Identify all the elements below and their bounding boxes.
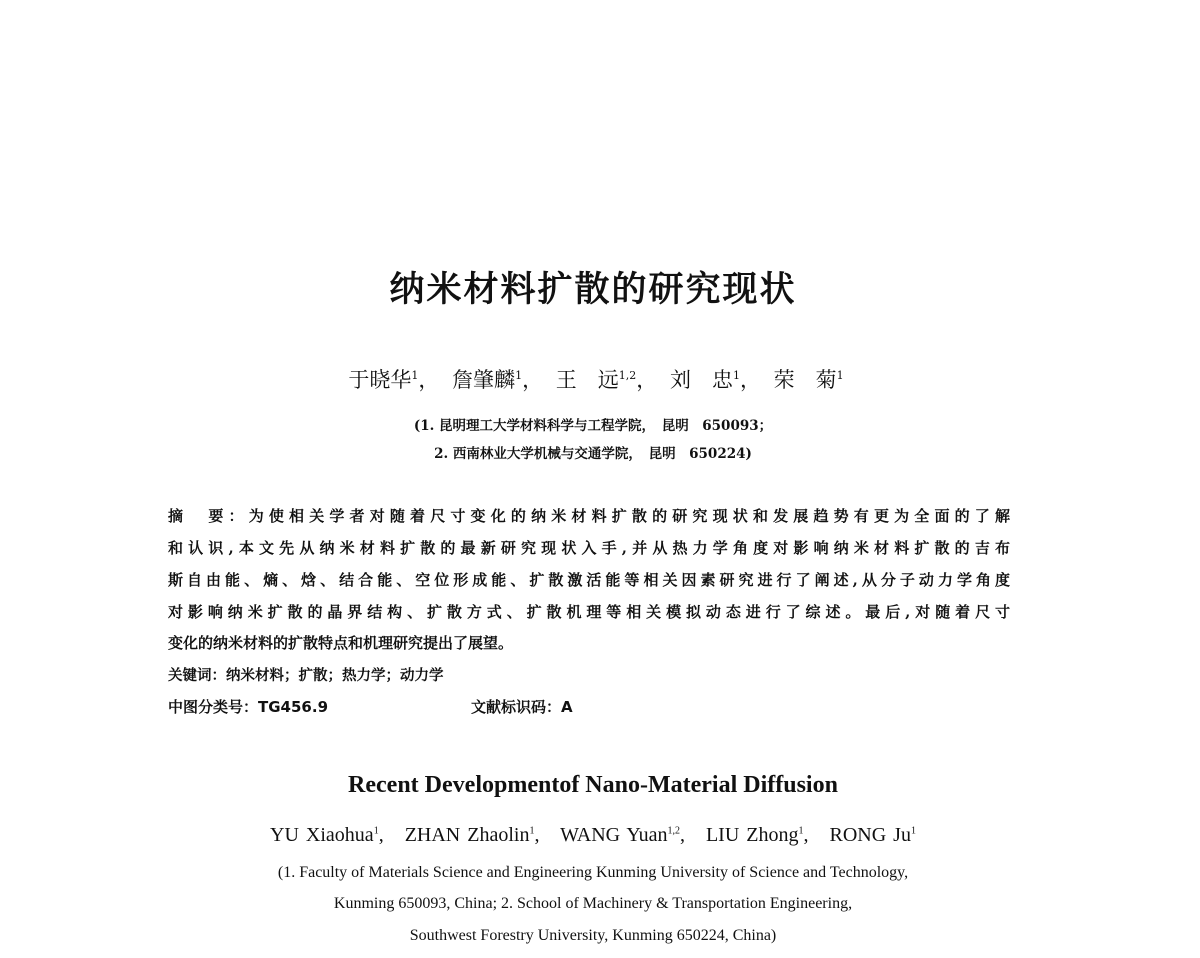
author-list-chinese: 于晓华$^1$， 詹肇麟$^1$， 王 远$^{1,2}$， 刘 忠$^1$， 荣 菊$^1$: [348, 368, 844, 392]
author: 詹肇麟$^1$: [452, 368, 523, 392]
keywords-value: 纳米材料；扩散；热力学；动力学: [226, 667, 444, 684]
affiliation-line: 2. 西南林业大学机械与交通学院， 昆明 650224): [434, 446, 752, 462]
affiliation-line-english: Southwest Forestry University, Kunming 650224, China): [409, 927, 777, 944]
author: 荣 菊$^1$: [773, 368, 844, 392]
keywords-label: 关键词：: [168, 668, 226, 684]
paper-title-chinese: 纳米材料扩散的研究现状: [389, 270, 797, 310]
affiliation-line-english: Kunming 650093, China; 2. School of Machinery & Transportation Engineering,: [333, 895, 853, 912]
author: YU Xiaohua$^1$: [270, 824, 379, 846]
abstract-line: 和认识,本文先从纳米材料扩散的最新研究现状入手,并从热力学角度对影响纳米材料扩散的吉布: [168, 539, 1010, 557]
abstract-line: 对影响纳米扩散的晶界结构、扩散方式、扩散机理等相关模拟动态进行了综述。最后,对随着尺寸: [168, 603, 1010, 621]
document-code: 文献标识码：A: [471, 698, 573, 716]
author: LIU Zhong$^1$: [705, 824, 804, 846]
abstract-line: 变化的纳米材料的扩散特点和机理研究提出了展望。: [168, 634, 514, 652]
abstract-label: 摘 要：: [168, 507, 249, 525]
author: 王 远$^{1,2}$: [555, 368, 637, 392]
author: 刘 忠$^1$: [669, 368, 740, 392]
affiliation-line: (1. 昆明理工大学材料科学与工程学院， 昆明 650093；: [413, 418, 773, 434]
author: RONG Ju$^1$: [829, 824, 916, 846]
clc-number: 中图分类号：TG456.9: [168, 698, 329, 716]
author-list-english: YU Xiaohua$^1$, ZHAN Zhaolin$^1$, WANG Yuan$^{1,2}$, LIU Zhong$^1$, RONG Ju$^1$: [270, 824, 916, 846]
keywords: [168, 664, 444, 685]
paper-title-english: Recent Developmentof Nano-Material Diffusion: [348, 772, 838, 798]
abstract-line: 斯自由能、熵、焓、结合能、空位形成能、扩散激活能等相关因素研究进行了阐述,从分子动力学角度: [168, 571, 1010, 589]
author: ZHAN Zhaolin$^1$: [404, 824, 535, 846]
affiliation-line-english: (1. Faculty of Materials Science and Engineering Kunming University of Science and Technology,: [277, 864, 909, 881]
abstract-line: 摘 要：为使相关学者对随着尺寸变化的纳米材料扩散的研究现状和发展趋势有更为全面的了解: [168, 507, 1010, 525]
author: 于晓华$^1$: [348, 368, 419, 392]
author: WANG Yuan$^{1,2}$: [560, 824, 680, 846]
